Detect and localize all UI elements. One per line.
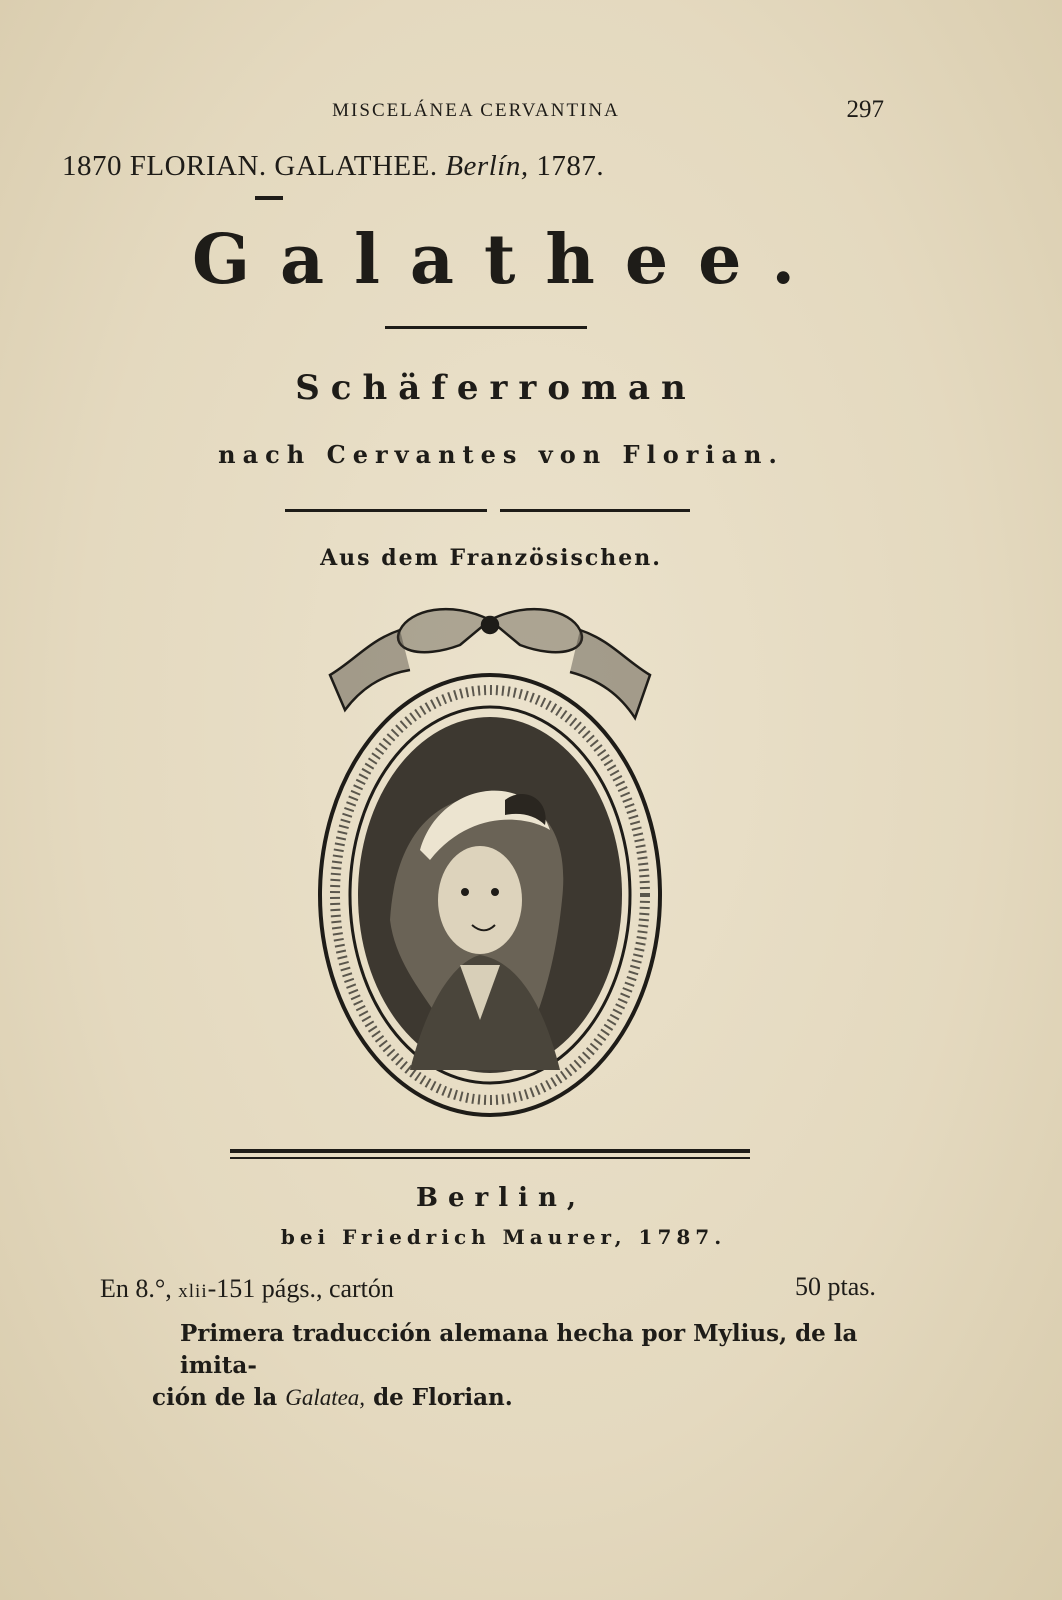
bibliographic-note [152, 1318, 912, 1414]
book-byline: nach Cervantes von Florian. [218, 440, 784, 469]
entry-author-title: FLORIAN. GALATHEE. [129, 150, 438, 182]
ribbon-bow-icon [330, 609, 650, 718]
bottom-rule-thin [230, 1157, 750, 1159]
pages-roman: xlii [178, 1281, 208, 1302]
double-rule-right [500, 509, 690, 512]
entry-number: 1870 [62, 150, 122, 182]
portrait-engraving [300, 600, 680, 1120]
note-line-2-italic: Galatea, [285, 1385, 366, 1410]
imprint-city: Berlin, [416, 1183, 586, 1213]
price: 50 ptas. [795, 1272, 876, 1301]
note-line-2 [152, 1382, 912, 1414]
bottom-rule-thick [230, 1149, 750, 1153]
entry-place: Berlín, [445, 150, 529, 182]
physical-description [100, 1274, 394, 1304]
double-rule-left [285, 509, 487, 512]
running-title: MISCELÁNEA CERVANTINA [332, 100, 620, 121]
entry-heading [62, 150, 604, 183]
note-line-1: Primera traducción alemana hecha por Mylius, de la imita- [180, 1320, 858, 1379]
entry-year: 1787. [536, 150, 605, 182]
note-line-2-b: de Florian. [373, 1384, 513, 1411]
pages-rest: -151 págs., cartón [207, 1274, 394, 1303]
note-line-2-a: ción de la [152, 1384, 278, 1411]
imprint-publisher: bei Friedrich Maurer, 1787. [280, 1225, 727, 1249]
ornament-dash [255, 196, 283, 200]
book-subtitle: Schäferroman [295, 368, 697, 408]
page-number: 297 [846, 96, 884, 123]
title-rule [385, 326, 587, 329]
format-prefix: En 8.°, [100, 1274, 172, 1303]
translated-from: Aus dem Französischen. [320, 545, 662, 571]
book-title: Galathee. [191, 220, 826, 300]
